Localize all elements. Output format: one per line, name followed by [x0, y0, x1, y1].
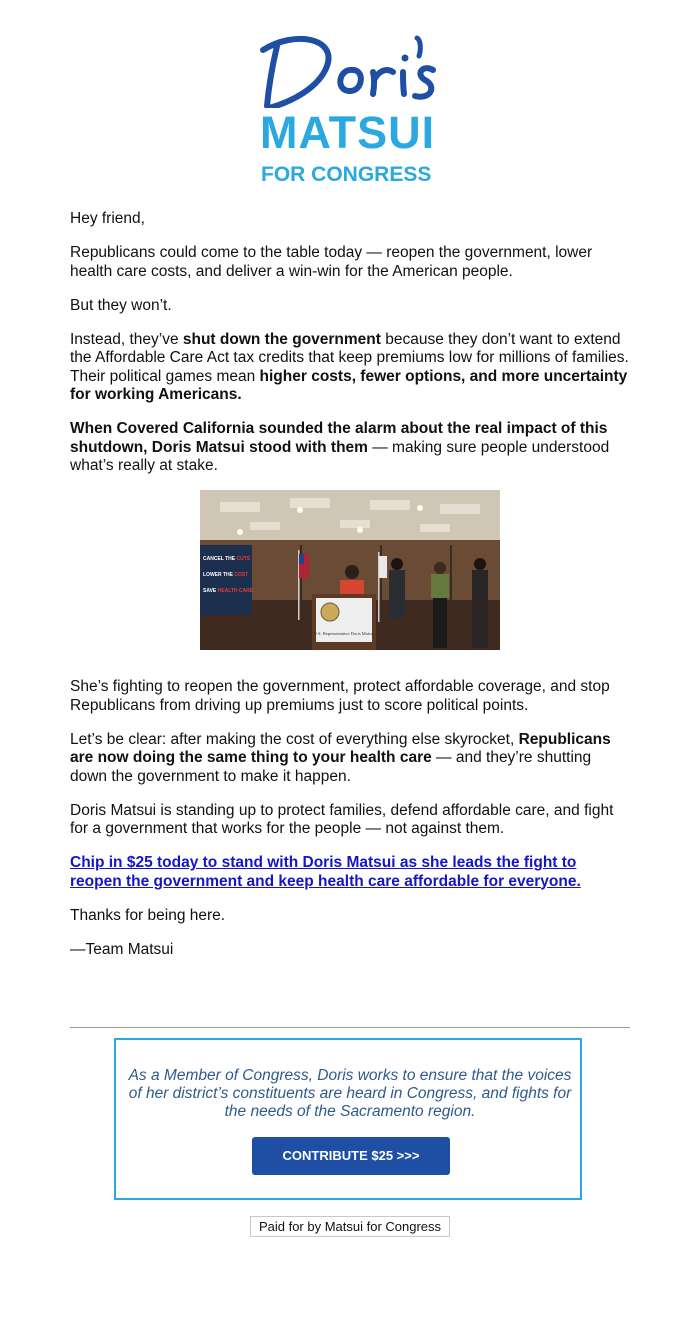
- donate-link[interactable]: Chip in $25 today to stand with Doris Matsui as she leads the fight to reopen the government and keep health care affordable for everyone.: [70, 854, 581, 890]
- paragraph: But they won’t.: [70, 296, 172, 314]
- paid-for-disclaimer: Paid for by Matsui for Congress: [250, 1216, 450, 1237]
- info-box: [114, 1038, 582, 1200]
- logo-tagline: FOR CONGRESS: [261, 163, 432, 186]
- contribute-button[interactable]: CONTRIBUTE $25 >>>: [252, 1137, 450, 1175]
- logo-surname: MATSUI: [260, 107, 436, 158]
- paragraph: She’s fighting to reopen the government, protect affordable coverage, and stop Republicans from driving up premiums just to score political points.: [70, 678, 610, 714]
- svg-text:CANCEL THE CUTS: CANCEL THE CUTS: [203, 556, 251, 562]
- divider: [70, 1027, 630, 1028]
- paragraph: Doris Matsui is standing up to protect families, defend affordable care, and fight for a government that works for the people — not against them.: [70, 801, 614, 837]
- signoff: —Team Matsui: [70, 940, 174, 958]
- doris-script-logo: [255, 28, 445, 108]
- svg-text:LOWER THE COST: LOWER THE COST: [203, 572, 249, 578]
- svg-text:SAVE HEALTH CARE: SAVE HEALTH CARE: [203, 588, 254, 594]
- cta-paragraph: [70, 854, 632, 891]
- paragraph: When Covered California sounded the alarm about the real impact of this shutdown, Doris Matsui stood with them — making sure people understood what’s really at stake.: [70, 420, 610, 474]
- logo: [255, 28, 445, 188]
- greeting: Hey friend,: [70, 210, 145, 227]
- paragraph: Let’s be clear: after making the cost of everything else skyrocket, Republicans are now doing the same thing to your health care — and they’re shutting down the government to make it happen.: [70, 730, 611, 785]
- thanks: Thanks for being here.: [70, 906, 226, 924]
- paragraph: Instead, they’ve shut down the government because they don’t want to extend the Affordable Care Act tax credits that keep premiums low for millions of families. Their political games mean higher costs, fewer options, and more uncertainty for working Americans.: [70, 330, 629, 403]
- paragraph: Republicans could come to the table today — reopen the government, lower health care costs, and deliver a win-win for the American people.: [70, 244, 593, 280]
- info-box-text: As a Member of Congress, Doris works to ensure that the voices of her district’s constituents are heard in Congress, and fights for the needs of the Sacramento region.: [128, 1067, 572, 1120]
- podium-sign: U.S. Representative Doris Matsui: [313, 631, 375, 636]
- press-conference-photo: [200, 490, 500, 650]
